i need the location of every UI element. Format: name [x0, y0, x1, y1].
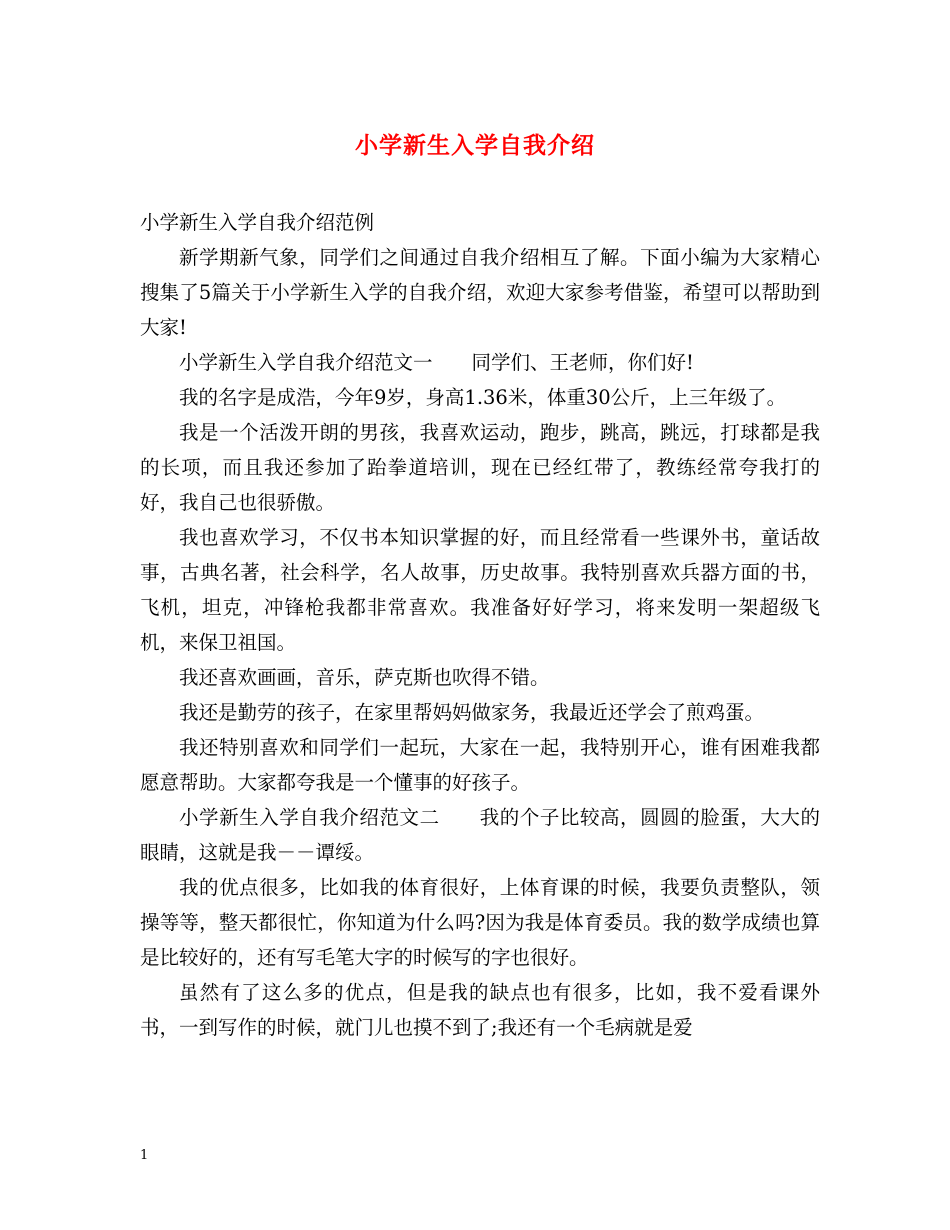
paragraph: 我还喜欢画画，音乐，萨克斯也吹得不错。 [179, 666, 550, 689]
document-body [140, 205, 820, 1045]
document-title: 小学新生入学自我介绍 [355, 132, 595, 159]
paragraph: 我的名字是成浩，今年9岁，身高1.36米，体重30公斤，上三年级了。 [179, 386, 787, 409]
paragraph-subtitle: 小学新生入学自我介绍范例 [140, 211, 375, 234]
paragraph: 我还是勤劳的孩子，在家里帮妈妈做家务，我最近还学会了煎鸡蛋。 [179, 701, 765, 724]
paragraph: 我的优点很多，比如我的体育很好，上体育课的时候，我要负责整队，领操等等，整天都很忙，你知道为什么吗?因为我是体育委员。我的数学成绩也算是比较好的，还有写毛笔大字的时候写的字也很好。 [140, 876, 820, 969]
paragraph: 虽然有了这么多的优点，但是我的缺点也有很多，比如，我不爱看课外书，一到写作的时候，就门儿也摸不到了;我还有一个毛病就是爱 [140, 981, 820, 1039]
paragraph: 小学新生入学自我介绍范文二 我的个子比较高，圆圆的脸蛋，大大的眼睛，这就是我－－谭绥。 [140, 806, 820, 864]
paragraph: 小学新生入学自我介绍范文一 同学们、王老师，你们好! [179, 351, 694, 374]
page-number: 1 [140, 1148, 149, 1163]
paragraph: 我也喜欢学习，不仅书本知识掌握的好，而且经常看一些课外书，童话故事，古典名著，社会科学，名人故事，历史故事。我特别喜欢兵器方面的书，飞机，坦克，冲锋枪我都非常喜欢。我准备好好学习，将来发明一架超级飞机，来保卫祖国。 [140, 526, 820, 654]
paragraph: 我是一个活泼开朗的男孩，我喜欢运动，跑步，跳高，跳远，打球都是我的长项，而且我还参加了跆拳道培训，现在已经红带了，教练经常夸我打的好，我自己也很骄傲。 [140, 421, 820, 514]
paragraph: 新学期新气象，同学们之间通过自我介绍相互了解。下面小编为大家精心搜集了5篇关于小学新生入学的自我介绍，欢迎大家参考借鉴，希望可以帮助到大家! [140, 246, 820, 339]
paragraph: 我还特别喜欢和同学们一起玩，大家在一起，我特别开心，谁有困难我都愿意帮助。大家都夸我是一个懂事的好孩子。 [140, 736, 820, 794]
